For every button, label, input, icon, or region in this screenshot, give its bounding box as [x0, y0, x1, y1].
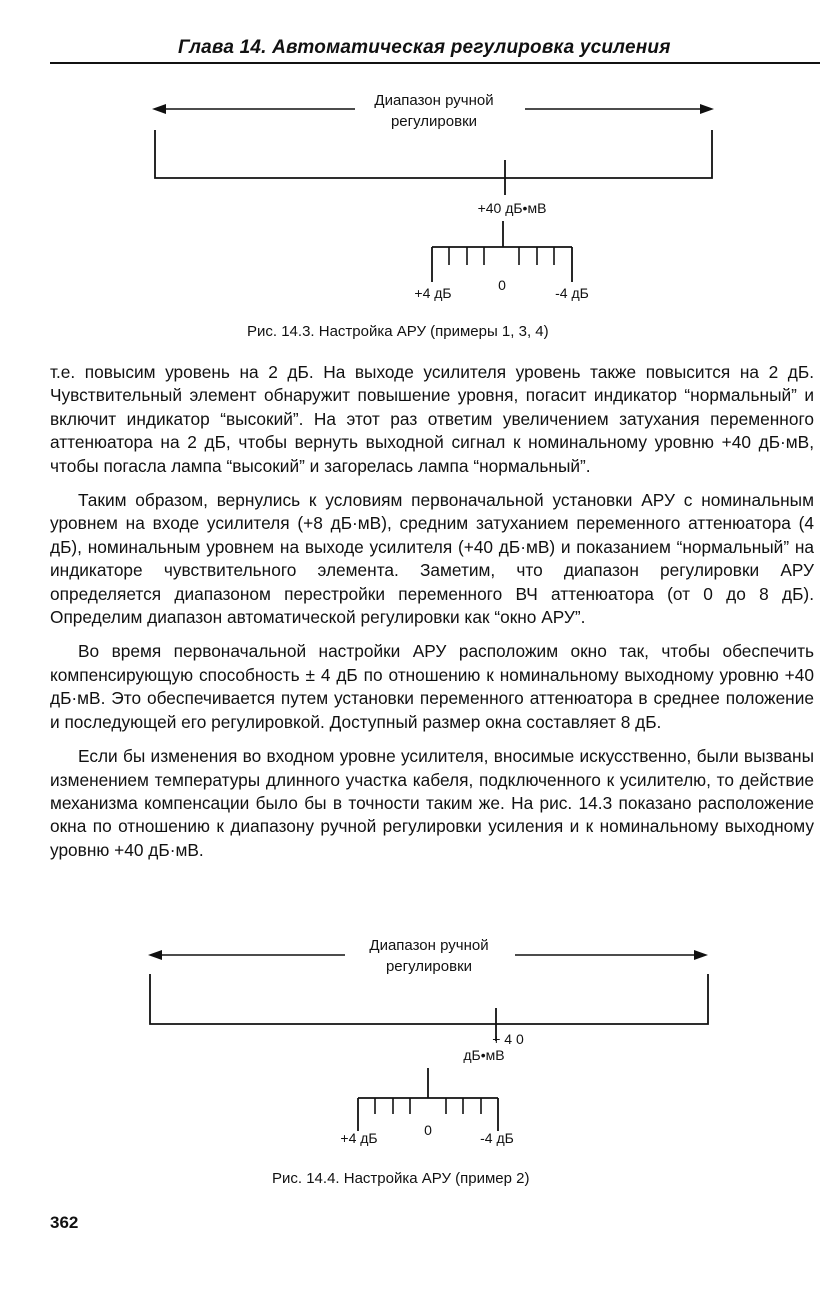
paragraph: Если бы изменения во входном уровне усилителя, вносимые искусственно, были вызваны изменением температуры длинного участка кабеля, подключенного к усилителю, то действие механизма компенсации было бы в точности таким же. На рис. 14.3 показано расположение окна по отношению к диапазону ручной регулировки усиления и к номинальному выходному уровню +40 дБ·мВ. [50, 746, 814, 860]
body-text [50, 361, 814, 873]
chapter-header: Глава 14. Автоматическая регулировка усиления [178, 37, 671, 58]
scale-right-label: -4 дБ [555, 285, 589, 301]
paragraph: Во время первоначальной настройки АРУ расположим окно так, чтобы обеспечить компенсирующую способность ± 4 дБ по отношению к номинальному выходному уровню +40 дБ·мВ. Это обеспечивается путем установки переменного аттенюатора в среднее положение и последующей его регулировкой. Доступный размер окна составляет 8 дБ. [50, 641, 814, 732]
scale-center-label: 0 [498, 277, 506, 293]
nominal-level-label-line2: дБ•мВ [463, 1047, 505, 1063]
scale-center-label: 0 [424, 1122, 432, 1138]
figure-14-3-diagram [0, 85, 835, 350]
arrowhead-right [694, 950, 708, 960]
header-rule [50, 62, 820, 64]
nominal-level-label-line1: + 4 0 [492, 1031, 524, 1047]
scale-left-label: +4 дБ [340, 1130, 378, 1146]
figure-14-3 [0, 85, 835, 350]
paragraph: Таким образом, вернулись к условиям первоначальной установки АРУ с номинальным уровнем на входе усилителя (+8 дБ·мВ), средним затуханием переменного аттенюатора (4 дБ), номинальным уровнем на выходе усилителя (+40 дБ·мВ) и показанием “нормальный” на индикаторе чувствительного элемента. Заметим, что диапазон регулировки АРУ определяется диапазоном перестройки переменного ВЧ аттенюатора (от 0 до 8 дБ). Определим диапазон автоматической регулировки как “окно АРУ”. [50, 490, 814, 628]
arrowhead-left [152, 104, 166, 114]
figure-14-4-caption: Рис. 14.4. Настройка АРУ (пример 2) [272, 1170, 530, 1187]
figure-14-4 [0, 928, 835, 1193]
manual-range-bracket [150, 974, 708, 1024]
figure-14-3-caption: Рис. 14.3. Настройка АРУ (примеры 1, 3, 4) [247, 323, 549, 340]
nominal-level-label: +40 дБ•мВ [477, 200, 547, 216]
arrowhead-right [700, 104, 714, 114]
range-label-line1: Диапазон ручной [369, 937, 489, 954]
arrowhead-left [148, 950, 162, 960]
figure-14-4-diagram [0, 928, 835, 1193]
range-label-line1: Диапазон ручной [374, 92, 494, 109]
paragraph: т.е. повысим уровень на 2 дБ. На выходе усилителя уровень также повысится на 2 дБ. Чувствительный элемент обнаружит повышение уровня, погасит индикатор “нормальный” и включит индикатор “высокий”. На этот раз ответим увеличением затухания переменного аттенюатора на 2 дБ, чтобы вернуть выходной сигнал к номинальному уровню +40 дБ·мВ, чтобы погасла лампа “высокий” и загорелась лампа “нормальный”. [50, 362, 814, 476]
manual-range-bracket [155, 130, 712, 178]
scale-right-label: -4 дБ [480, 1130, 514, 1146]
scale-left-label: +4 дБ [414, 285, 452, 301]
page-number: 362 [50, 1213, 79, 1232]
range-label-line2: регулировки [385, 958, 473, 975]
range-label-line2: регулировки [390, 113, 478, 130]
